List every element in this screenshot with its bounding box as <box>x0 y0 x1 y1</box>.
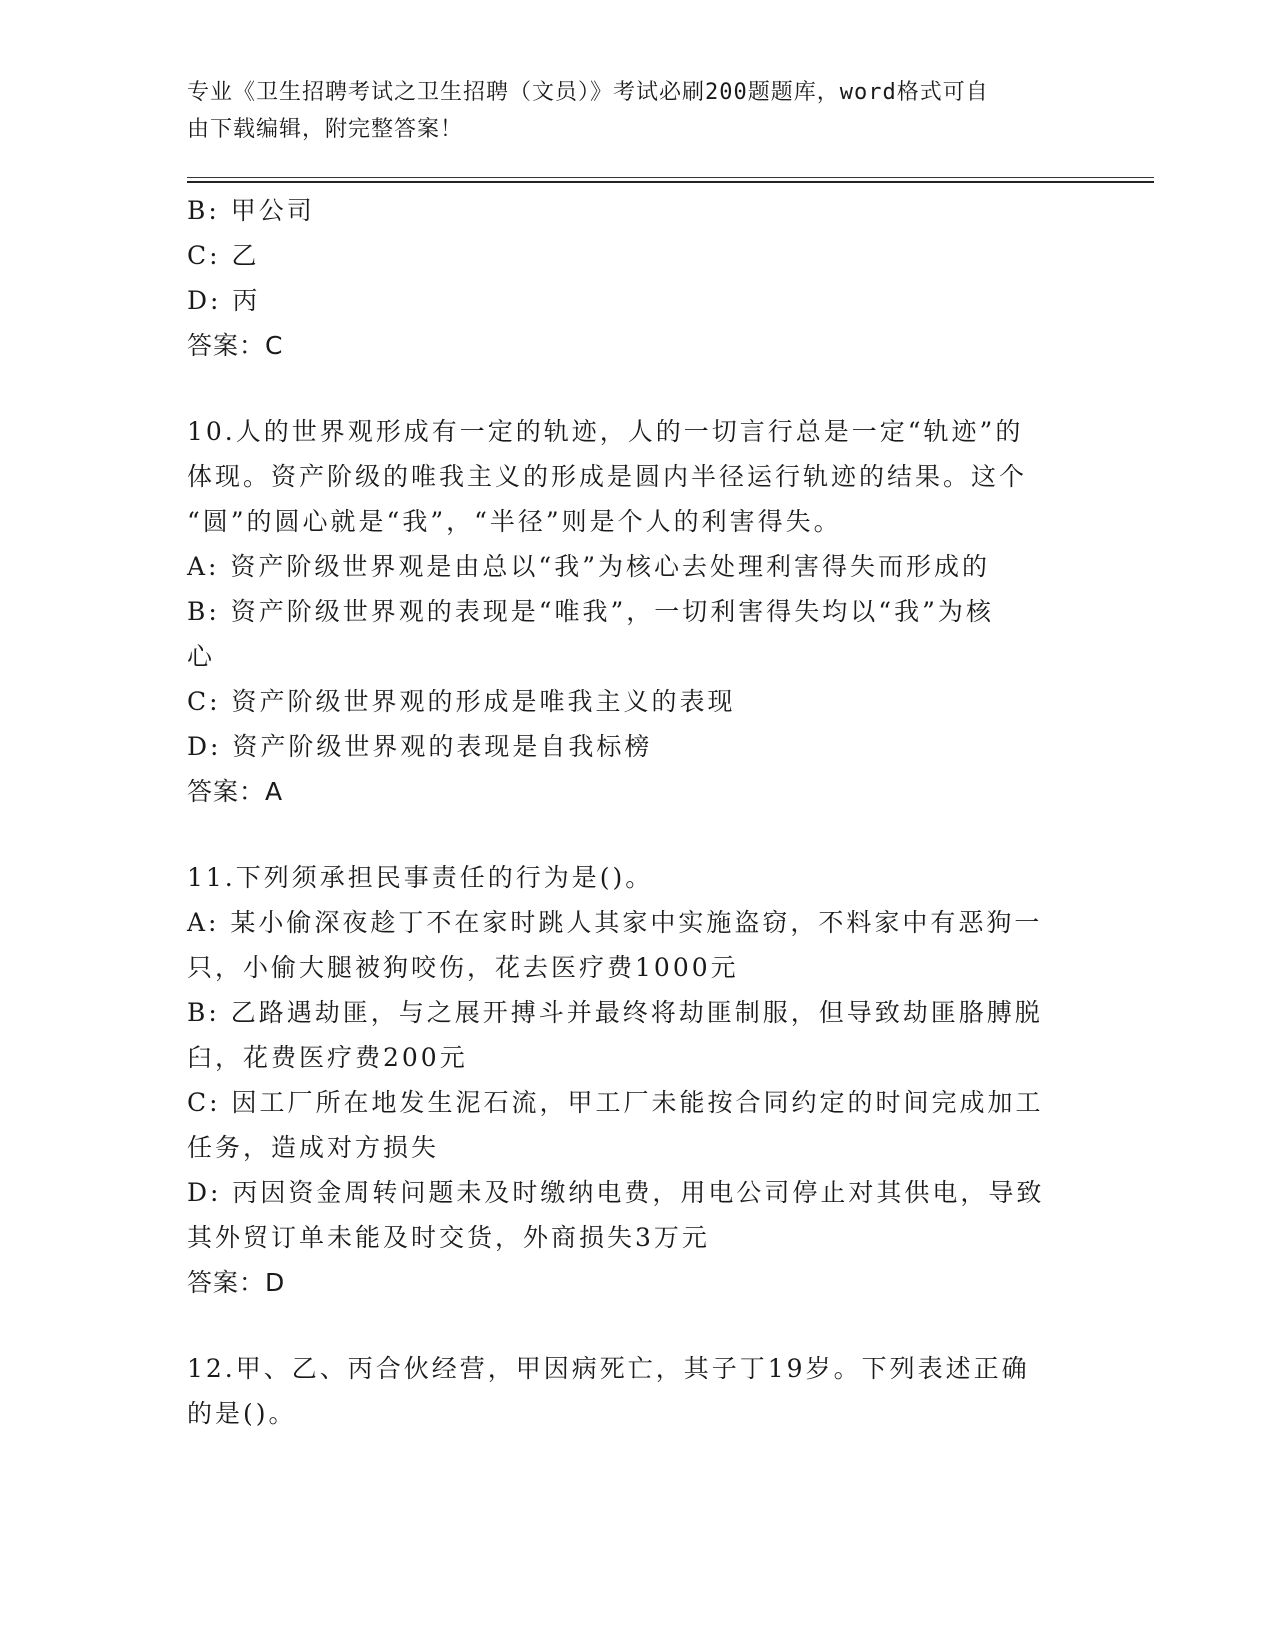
option-d: D: 丙因资金周转问题未及时缴纳电费，用电公司停止对其供电，导致 <box>187 1178 1045 1207</box>
option-a: A: 某小偷深夜趁丁不在家时跳人其家中实施盗窃，不料家中有恶狗一 <box>187 908 1043 937</box>
document-header <box>187 74 1067 148</box>
option-b-continued: 臼，花费医疗费200元 <box>187 1043 468 1072</box>
header-divider-thick <box>187 181 1154 183</box>
answer: 答案：D <box>187 1268 286 1297</box>
option-c-continued: 任务，造成对方损失 <box>187 1133 440 1162</box>
option-d-continued: 其外贸订单未能及时交货，外商损失3万元 <box>187 1223 710 1252</box>
option-d: D: 资产阶级世界观的表现是自我标榜 <box>187 732 653 761</box>
option-b: B: 甲公司 <box>187 196 315 225</box>
question-stem: 11.下列须承担民事责任的行为是()。 <box>187 863 654 892</box>
document-body <box>187 188 1087 1436</box>
header-line: 由下载编辑，附完整答案！ <box>187 117 464 142</box>
question-stem: 体现。资产阶级的唯我主义的形成是圆内半径运行轨迹的结果。这个 <box>187 462 1028 491</box>
question-stem: “圆”的圆心就是“我”，“半径”则是个人的利害得失。 <box>187 507 842 536</box>
question-stem: 的是()。 <box>187 1399 297 1428</box>
question-11 <box>187 855 1087 1305</box>
option-a-continued: 只，小偷大腿被狗咬伤，花去医疗费1000元 <box>187 953 739 982</box>
question-stem: 12.甲、乙、丙合伙经营，甲因病死亡，其子丁19岁。下列表述正确 <box>187 1354 1030 1383</box>
question-12 <box>187 1346 1087 1436</box>
question-10 <box>187 409 1087 814</box>
header-line: 专业《卫生招聘考试之卫生招聘（文员）》考试必刷200题题库，word格式可自 <box>187 80 989 105</box>
option-c: C: 因工厂所在地发生泥石流，甲工厂未能按合同约定的时间完成加工 <box>187 1088 1044 1117</box>
spacer <box>187 1305 1087 1346</box>
header-divider-thin <box>187 177 1154 178</box>
answer: 答案：C <box>187 331 284 360</box>
option-a: A: 资产阶级世界观是由总以“我”为核心去处理利害得失而形成的 <box>187 552 990 581</box>
spacer <box>187 814 1087 855</box>
option-d: D: 丙 <box>187 286 261 315</box>
question-stem: 10.人的世界观形成有一定的轨迹，人的一切言行总是一定“轨迹”的 <box>187 417 1024 446</box>
question-9-tail <box>187 188 1087 368</box>
option-c: C: 乙 <box>187 241 260 270</box>
option-b: B: 资产阶级世界观的表现是“唯我”，一切利害得失均以“我”为核 <box>187 597 994 626</box>
option-b-continued: 心 <box>187 642 216 671</box>
option-b: B: 乙路遇劫匪，与之展开搏斗并最终将劫匪制服，但导致劫匪胳膊脱 <box>187 998 1043 1027</box>
spacer <box>187 368 1087 409</box>
answer: 答案：A <box>187 777 284 806</box>
option-c: C: 资产阶级世界观的形成是唯我主义的表现 <box>187 687 736 716</box>
